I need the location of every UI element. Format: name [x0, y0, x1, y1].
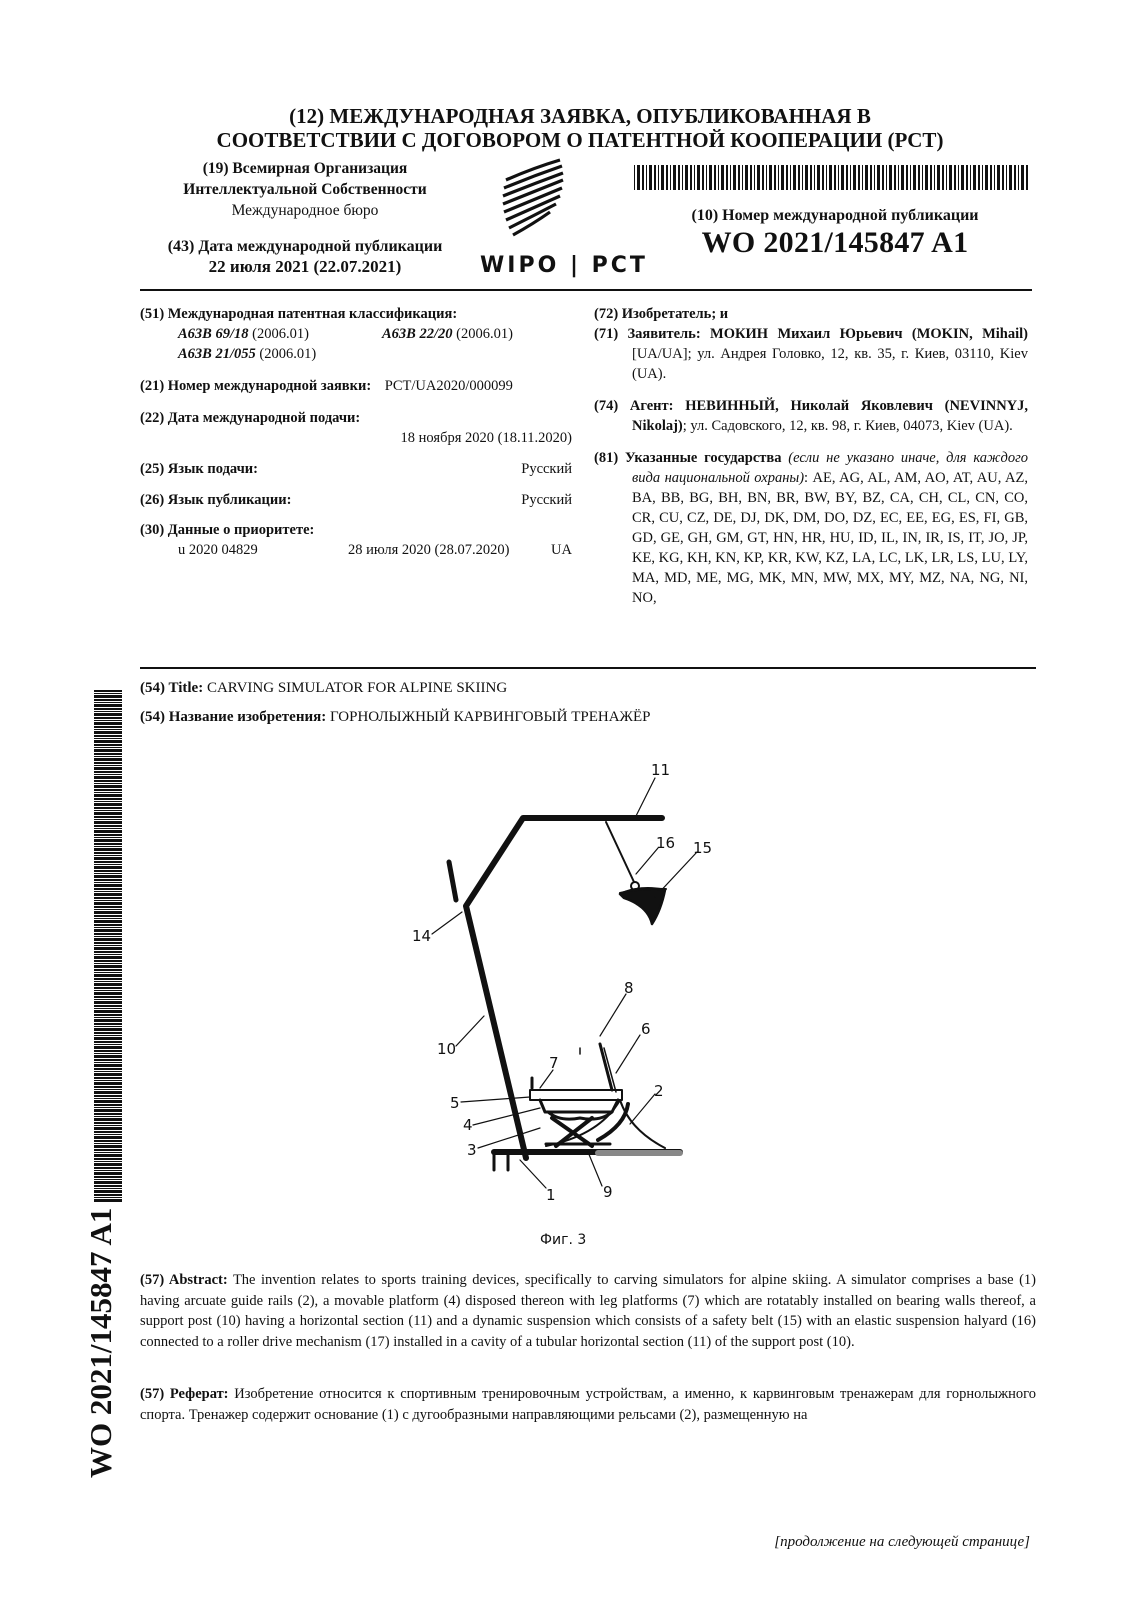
suspension-halyard: [606, 822, 634, 882]
field-81-note: (если не указано иначе, для каждого вида национальной охраны): [632, 450, 1028, 486]
continued-note: [продолжение на следующей странице]: [774, 1534, 1030, 1550]
field-26-value: Русский: [521, 492, 572, 508]
abstract-en-text: The invention relates to sports training devices, specifically to carving simulators for alpine skiing. A simulator comprises a base (1) having arcuate guide rails (2), a movable platform (4) disposed thereon with leg platforms (7) which are rotatably installed on bearing walls thereof, a support post (10) having a horizontal section (11) and a dynamic suspension which consists of a safety belt (15) with an elastic suspension halyard (16) connected to a roller drive mechanism (17) installed in a cavity of a tubular horizontal section (11) of the support post (10).: [140, 1272, 1036, 1350]
designated-states-list: : AE, AG, AL, AM, AO, AT, AU, AZ, BA, BB, BG, BH, BN, BR, BW, BY, BZ, CA, CH, CL, CN, CO, CR, CU, CZ, DE, DJ, DK, DM, DO, DZ, EC, EE, EG, ES, FI, GB, GD, GE, GH, GM, GT, HN, HR, HU, ID, IL, IN, IR, IS, IT, JO, JP, KE, KG, KH, KN, KP, KR, KW, KZ, LA, LC, LK, LR, LS, LU, LY, MA, MD, ME, MG, MK, MN, MW, MX, MY, MZ, NA, NG, NI, NO,: [632, 470, 1028, 606]
priority-country: UA: [551, 542, 572, 558]
movable-platform: [530, 1090, 622, 1100]
title-ru-label: (54) Название изобретения:: [140, 709, 327, 725]
fig-label-9: 9: [603, 1183, 613, 1201]
field-22-label: (22) Дата международной подачи:: [140, 410, 361, 426]
field-72-label: (72) Изобретатель; и: [594, 306, 729, 322]
org-line-1: (19) Всемирная Организация: [202, 160, 408, 177]
field-71-label: (71) Заявитель:: [594, 326, 701, 342]
barcode-top: [634, 165, 1030, 190]
field-74-label: (74) Агент:: [594, 398, 674, 414]
figure-caption: Фиг. 3: [540, 1232, 587, 1248]
fig-label-14: 14: [412, 927, 432, 945]
ipc-code-1: A63B 69/18: [178, 326, 249, 342]
fig-label-11: 11: [651, 761, 671, 779]
title-ru: [140, 706, 1030, 728]
ipc-code-3: A63B 21/055: [178, 346, 256, 362]
fig-label-15: 15: [693, 839, 713, 857]
pubdate-label: (43) Дата международной публикации: [167, 238, 443, 255]
field-26-label: (26) Язык публикации:: [140, 492, 292, 508]
title-divider: [140, 667, 1036, 669]
header-line-2: СООТВЕТСТВИИ С ДОГОВОРОМ О ПАТЕНТНОЙ КООПЕРАЦИИ (PCT): [216, 128, 944, 152]
fig-label-16: 16: [656, 834, 676, 852]
pubdate-value: 22 июля 2021 (22.07.2021): [208, 257, 402, 276]
abstract-en: [140, 1270, 1036, 1352]
header-line-1: (12) МЕЖДУНАРОДНАЯ ЗАЯВКА, ОПУБЛИКОВАННАЯ В: [289, 104, 871, 128]
fig-label-4: 4: [463, 1116, 473, 1134]
abstract-ru-label: (57) Реферат:: [140, 1386, 229, 1402]
applicant-address: [UA/UA]; ул. Андрея Головко, 12, кв. 35, г. Киев, 03110, Kiev (UA).: [632, 346, 1028, 382]
title-en-label: (54) Title:: [140, 680, 204, 696]
ipc-year-1: (2006.01): [252, 326, 309, 342]
fig-label-3: 3: [467, 1141, 477, 1159]
field-22-value: 18 ноября 2020 (18.11.2020): [400, 430, 572, 446]
wipo-organization: [140, 158, 470, 221]
header-divider: [140, 289, 1032, 291]
side-publication-number: WO 2021/145847 A1: [83, 1207, 118, 1478]
ipc-year-2: (2006.01): [456, 326, 513, 342]
applicant-name: МОКИН Михаил Юрьевич (MOKIN, Mihail): [710, 326, 1028, 342]
fig-label-8: 8: [624, 979, 634, 997]
field-21-value: PCT/UA2020/000099: [384, 378, 513, 394]
title-en-value: CARVING SIMULATOR FOR ALPINE SKIING: [206, 680, 508, 696]
wipo-pct-logo: [478, 158, 648, 278]
fig-label-6: 6: [641, 1020, 651, 1038]
field-30-label: (30) Данные о приоритете:: [140, 522, 315, 538]
pubno-label: (10) Номер международной публикации: [691, 207, 979, 224]
document-header: [140, 104, 1020, 152]
abstract-en-label: (57) Abstract:: [140, 1272, 228, 1288]
priority-number: u 2020 04829: [178, 542, 258, 558]
publication-number: WO 2021/145847 A1: [701, 226, 969, 259]
leg-platform-rod: [600, 1044, 612, 1090]
abstract-ru: [140, 1384, 1036, 1425]
fig-label-1: 1: [546, 1186, 556, 1204]
agent-address: ; ул. Садовского, 12, кв. 98, г. Киев, 04073, Kiev (UA).: [682, 418, 1013, 434]
ipc-code-2: A63B 22/20: [382, 326, 453, 342]
logo-text: WIPO | PCT: [480, 253, 648, 278]
abstract-ru-text: Изобретение относится к спортивным тренировочным устройствам, а именно, к карвинговым тренажерам для горнолыжного спорта. Тренажер содержит основание (1) с дугообразными направляющими рельсами (2), размещенную на: [140, 1386, 1037, 1423]
field-25-value: Русский: [521, 461, 572, 477]
wipo-globe-icon: [503, 160, 563, 235]
fig-label-5: 5: [450, 1094, 460, 1112]
fig-label-7: 7: [549, 1054, 559, 1072]
priority-date: 28 июля 2020 (28.07.2020): [348, 542, 510, 558]
agent-name: НЕВИННЫЙ, Николай Яковлевич (NEVINNYJ, Nikolaj): [632, 398, 1029, 434]
fig-label-10: 10: [437, 1040, 457, 1058]
field-81-label: (81) Указанные государства: [594, 450, 782, 466]
fig-label-2: 2: [654, 1082, 664, 1100]
field-51-label: (51) Международная патентная классификация:: [140, 306, 458, 322]
patent-figure: [400, 750, 713, 1220]
title-en: [140, 677, 1030, 699]
field-25-label: (25) Язык подачи:: [140, 461, 258, 477]
org-line-2: Интеллектуальной Собственности: [183, 181, 427, 198]
title-ru-value: ГОРНОЛЫЖНЫЙ КАРВИНГОВЫЙ ТРЕНАЖЁР: [329, 709, 651, 725]
barcode-side: [94, 690, 122, 1202]
field-21-label: (21) Номер международной заявки:: [140, 378, 372, 394]
ipc-year-3: (2006.01): [259, 346, 317, 362]
left-column: [140, 304, 580, 574]
right-column: [594, 304, 1028, 608]
org-line-3: Международное бюро: [231, 202, 379, 219]
